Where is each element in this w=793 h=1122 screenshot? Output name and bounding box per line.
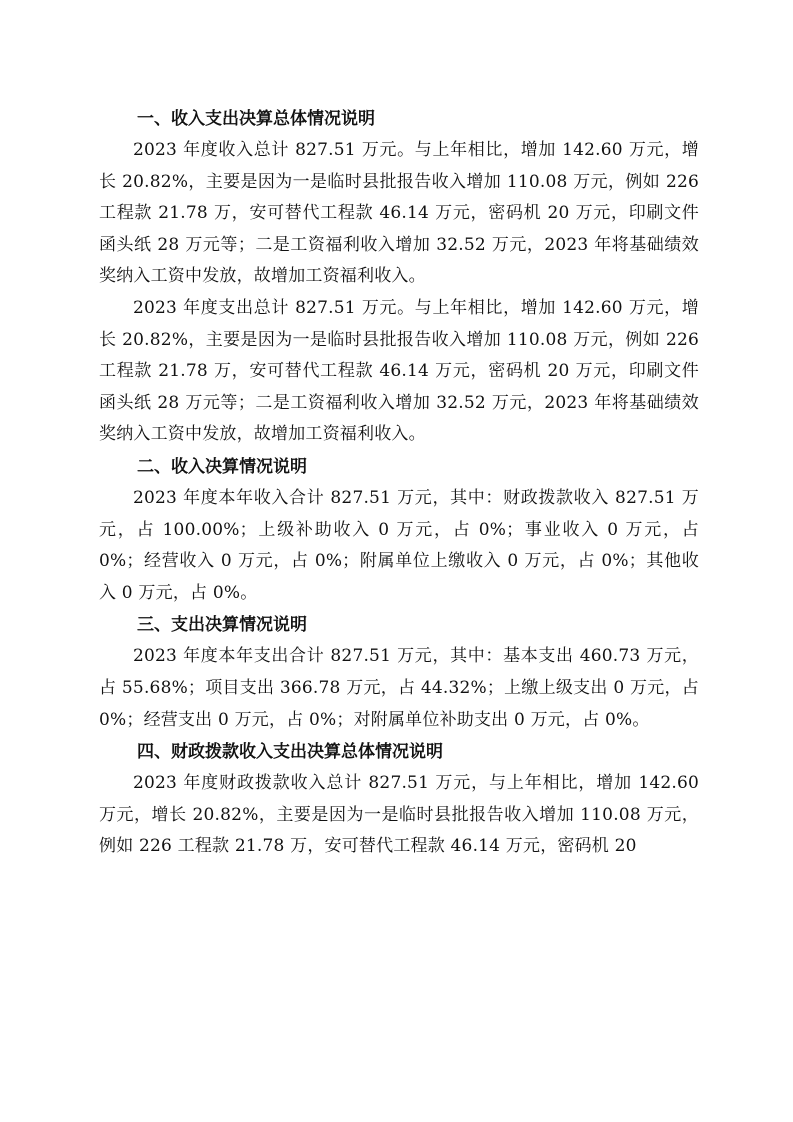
document-page [99,103,699,863]
section-3-paragraph-1: 2023 年度本年支出合计 827.51 万元，其中：基本支出 460.73 万元，占 55.68%；项目支出 366.78 万元，占 44.32%；上缴上级支出 0 万元，占 0%；经营支出 0 万元，占 0%；对附属单位补助支出 0 万元，占 0%。 [99,646,699,730]
section-1-paragraph-1: 2023 年度收入总计 827.51 万元。与上年相比，增加 142.60 万元，增长 20.82%，主要是因为一是临时县批报告收入增加 110.08 万元，例如 226 工程款 21.78 万，安可替代工程款 46.14 万元，密码机 20 万元，印刷文件函头纸 28 万元等；二是工资福利收入增加 32.52 万元，2023 年将基础绩效奖纳入工资中发放，故增加工资福利收入。 [99,140,699,287]
section-1-paragraph-2: 2023 年度支出总计 827.51 万元。与上年相比，增加 142.60 万元，增长 20.82%，主要是因为一是临时县批报告收入增加 110.08 万元，例如 226 工程款 21.78 万，安可替代工程款 46.14 万元，密码机 20 万元，印刷文件函头纸 28 万元等；二是工资福利收入增加 32.52 万元，2023 年将基础绩效奖纳入工资中发放，故增加工资福利收入。 [99,297,699,445]
section-heading-1: 一、收入支出决算总体情况说明 [137,109,375,129]
section-heading-2: 二、收入决算情况说明 [137,456,307,477]
section-heading-3: 三、支出决算情况说明 [137,615,307,636]
section-4-paragraph-1: 2023 年度财政拨款收入总计 827.51 万元，与上年相比，增加 142.60 万元，增长 20.82%，主要是因为一是临时县批报告收入增加 110.08 万元，例如 226 工程款 21.78 万，安可替代工程款 46.14 万元，密码机 20 [99,773,699,857]
section-heading-4: 四、财政拨款收入支出决算总体情况说明 [137,742,443,763]
section-2-paragraph-1: 2023 年度本年收入合计 827.51 万元，其中：财政拨款收入 827.51 万元，占 100.00%；上级补助收入 0 万元，占 0%；事业收入 0 万元，占 0%；经营收入 0 万元，占 0%；附属单位上缴收入 0 万元，占 0%；其他收入 0 万元，占 0%。 [99,487,699,603]
